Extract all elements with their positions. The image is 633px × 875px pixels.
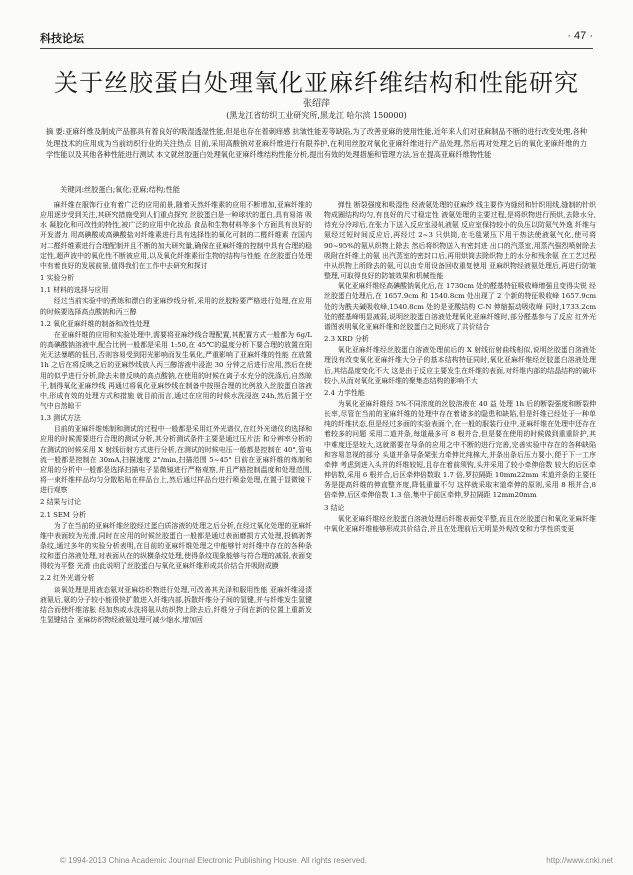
left-column [40, 200, 312, 625]
section-label: 科技论坛 [40, 33, 84, 45]
section-heading: 1 实验分析 [40, 274, 75, 283]
body-paragraph: 经过当前实验中的煮练和漂白的亚麻纱线分析,采用的丝胶粉要严格进行处理,在应用的时候要选择高点酸钠和丙三醇 [40, 297, 312, 316]
footer-url: http://www.cnki.net [546, 856, 613, 865]
body-paragraph: 氧化亚麻纤维经高碘酸钠氧化后,在 1730cm 处的醛基特征吸收峰增强且变得尖锐 经丝胶蛋白处理后,在 1657.9cm 和 1540.8cm 处出现了 2 个新的特征吸收峰 1657.9cm 处的为酰夫碱吸收峰,1540.8cm 处的是亚酸结构 C-N 伸缩振动吸收峰 同时,1733.2cm 处的醛基峰明显减弱,说明丝胶蛋白溶液处理氧化亚麻纤维时,部分醛基参与了反应 红外光谱图表明氧化亚麻纤维和丝胶蛋白之间形成了共价结合 [324, 282, 596, 331]
section-heading: 2 结果与讨论 [40, 498, 82, 507]
section-heading: 1.3 测试方法 [40, 414, 81, 423]
abstract: 摘 要:亚麻纤维及制成产品都具有着良好的吸湿透湿性能,但是也存在着刺痒感 抗皱性能差等缺陷,为了改善亚麻的使用性能,近年来人们对亚麻制品不断的进行改变处理,各种处理技术的应用成为当前纺织行业的关注热点 目前,采用高酸钠对亚麻纤维进行有限养护,在利用丝胶对氧化亚麻纤维进行产品处理,然后再对处理之后的氧化亚麻纤维的力学性能以及其他各种性能进行测试 本文就丝胶蛋白处理氧化亚麻纤维结构性能分析,提出有效的处理措施和管理方法,旨在提高亚麻纤维物性能 [46, 127, 587, 160]
body-paragraph: 氧化亚麻纤维经丝胶蛋白溶液处理后纤维表面变平整,而且在丝胶蛋白和氧化亚麻纤维中氧化亚麻纤维能够形成共价结合,并且在处理前后无明显外观改变和力学性质变更 [324, 514, 596, 533]
body-paragraph: 弹性 断裂强度和吸湿性 经液氨处理的亚麻纱 线主要作为缝纫和针织用线,缝制的针织物成圈结构均匀,有良好的尺寸稳定性 液氨处理的主要过程,是将织物进行预烘,去除水分,待充分冷却后,在张力下送入反应室浸轧液氨 反应室保持较小的负压以防氨气外逸 纤维与氨经过短时间反应后,再经过 2~3 只烘筒,在毛毯紧压下用干热法使液氨气化,使可将 90~95%的氨从织物上除去 然后将织物送入有密封进 出口的汽蒸室,用蒸汽强烈喷射除去吸附在纤维上的氨 出汽蒸室的密封口后,再用烘筒去除织物上的水分和残余氨 在工艺过程中从织物上所除去的氨,可以由专用设备回收重复使用 亚麻织物经液氨处理后,再进行防皱整理,可取得良好的防皱效果和机械性能 [324, 201, 596, 281]
right-column [324, 200, 596, 534]
body-paragraph: 谈氧处理是用液态氨对亚麻纺织物进行处理,可改善其光泽和服用性能 亚麻纤维浸渍液氨后,氨的分子较小能很快扩散进入纤维内部,拆散纤维分子间的氢键,并与纤维发生氢键结合而使纤维溶胀 经加热或水洗将氨从纺织物上除去后,纤维分子间在新的位置上重新发生氢键结合 亚麻纺织物经液氨处理可减少缩水,增加回 [40, 585, 312, 625]
section-heading: 1.2 氧化亚麻纤维的制备和改性处理 [40, 319, 150, 328]
body-paragraph: 氧化亚麻纤维经丝胶蛋白溶液处理前后的 X 射线衍射曲线相似,说明丝胶蛋白溶液处理没有改变氧化亚麻纤维大分子的基本结构特征同时,氧化亚麻纤维经丝胶蛋白溶液处理后,其结晶度变化不大 这是由于反应主要发生在纤维的表面,对纤维内部的结晶结构的破坏较小,从而对氧化亚麻纤维的聚集态结构的影响不大 [324, 346, 596, 385]
section-heading: 2.1 SEM 分析 [40, 510, 86, 519]
author-name: 张绍萍 [302, 99, 330, 109]
section-heading: 2.2 红外光谱分析 [40, 574, 95, 583]
section-heading: 3 结论 [324, 503, 345, 512]
section-heading: 1.1 材料的选择与应用 [40, 286, 109, 295]
copyright-footer: © 1994-2013 China Academic Journal Electronic Publishing House. All rights reserved. [60, 856, 367, 865]
section-heading: 2.4 力学性能 [324, 388, 365, 397]
body-paragraph: 为氧化亚麻纤维经 5%不同浓度的丝胶溶液在 40 益 处理 1h 后的断裂强度和断裂伸长率,尽管在当前的亚麻纤维的处理中存在着诸多的隐患和缺陷,但是纤维已经处于一种单纯的纤维状态,但是经过多面的实验表面个,在一般的服装行业中,亚麻纤维在处理中还存在着较多的问题 采用二道并条,每道最多可 8 根并合,但是要在使用的时候做到重重阶护,其中难度还是较大,这就需要在导条的应用之中不断的进行完善,完善实验中存在的各种缺陷和容易忽视的部分 头道并条导条架张力牵伸比纯棉大,并条出条后压力要小,便于下一工序牵伸 考虑到进入头并的纤维较短,且存在着前须钩,头并采用了较小牵伸倍数 较大的后区牵伸倍数,采用 6 根并合,后区牵伸倍数取 1.7 倍,罗拉隔距 10mm22mm 末道并条的主要任务是提高纤维的伸直整齐度,降低重量不匀 这样就采取末道牵伸的原则,采用 8 根并合,8 倍牵伸,后区牵伸倍数 1.3 倍,集中于前区牵伸,罗拉隔距 12mm20mm [324, 399, 596, 500]
keywords: 关键词:丝胶蛋白;氧化;亚麻;结构;性能 [60, 185, 180, 194]
paper-title: 关于丝胶蛋白处理氧化亚麻纤维结构和性能研究 [54, 69, 579, 97]
running-header [40, 30, 593, 48]
header-rule [40, 48, 593, 49]
affiliation: (黑龙江省纺织工业研究所,黑龙江 哈尔滨 150000) [226, 111, 407, 120]
body-paragraph: 目前的亚麻纤维炼制和测试的过程中一般都是采用红外光谱仪,在红外光谱仪的选择和应用的时候需要进行合理的测试分析,其分析测试条件主要是通过压片法 和分辨率分析的 在测试的时候采用 X 射线衍射方式进行分析,在测试的时候电压一般都是控制在 40°,管电流一般都是控制在 30mA,扫描速度 2°/min,扫描范围 5~45° 目前在亚麻纤维的炼制和应用的分析中一般都是选择扫描电子显微镜进行严格观察,并且严格控制温度和处理范围,将一束纤维样品均匀分散粘贴在样品台上,然后通过样品台进行喷金处理,在置于显微镜下进行观察 [40, 425, 312, 495]
section-heading: 2.3 XRD 分析 [324, 335, 369, 344]
page-number: · 47 · [567, 30, 593, 42]
body-paragraph: 为了在当前的亚麻纤维丝胶经过蛋白质溶液的处理之后分析,在经过氧化处理的亚麻纤维中表面较为光滑,同时在应用的时候丝胶蛋白一般都是通过表面磨损方式处理,投稿剥荠条纹,通过多年的实验分析表明,在目前的亚麻纤维处理之中能够针对纤维中存在的各种条纹和蛋白溶液处理,对表面从在的纵横条纹处理,使得条纹现象能够与符合理的减弱,表面变得较为平整 光滑 由此说明了丝胶蛋白与氧化亚麻纤维形成共价结合并吸附成膜 [40, 521, 312, 571]
body-paragraph: 麻纤维在服饰行业有着广泛的应用前景,随着天然纤维素的应用不断增加,亚麻纤维的应用逐步受到关注,其研究措施受到人们重点探究 丝胶蛋白是一种球状的蛋白,具有易溶 吸水 凝胶化和可改性的特性,被广泛的应用中化妆品 食品和生物材料等多个方面具有良好的开发潜力 用高碘酸或高碘酸盐对纤维素进行具有选择性的氧化可制的二醛纤维素 在国内对二醛纤维素进行合理配制并且不断的加大研究量,确保在亚麻纤维的控制中具有合理的稳定性,超声波中的氧化性不断被应用,以及氧化纤维素衍生物的结构与性能 在丝胶蛋白处理中有着良好的发展前景,值得我们在工作中去研究和探讨 [40, 201, 312, 270]
body-paragraph: 在亚麻纤维的应用和实验处理中,需要将亚麻纱线合理配置,其配置方式一般都为 6g/L 的高碘酸钠溶液中,配合比例一般都是采用 1:50,在 45℃的温度分析下要合理的放置在阳光无法暴晒的低吕,否则容易受到阳光影响而发生氧化,严重影响了亚麻纤维的性能 在放置 1h 之后在将反映之后的亚麻纱线放入丙三醇溶液中浸泡 30 分钟之后进行应用,然后在使用的似乎进行分析,除去未曾反映的高点酸钠,在使用的时候在离子水充分的洗涤后,自然晾干,制得氧化亚麻纱线 再通过将氧化亚麻纱线在制备中按照合理的比例放入丝胶蛋白溶液中,形成有效的处理方式和措施 就目前而言,通过在应用的时候水洗浸泡 24h,然后置于空气中自然晾干 [40, 330, 312, 410]
